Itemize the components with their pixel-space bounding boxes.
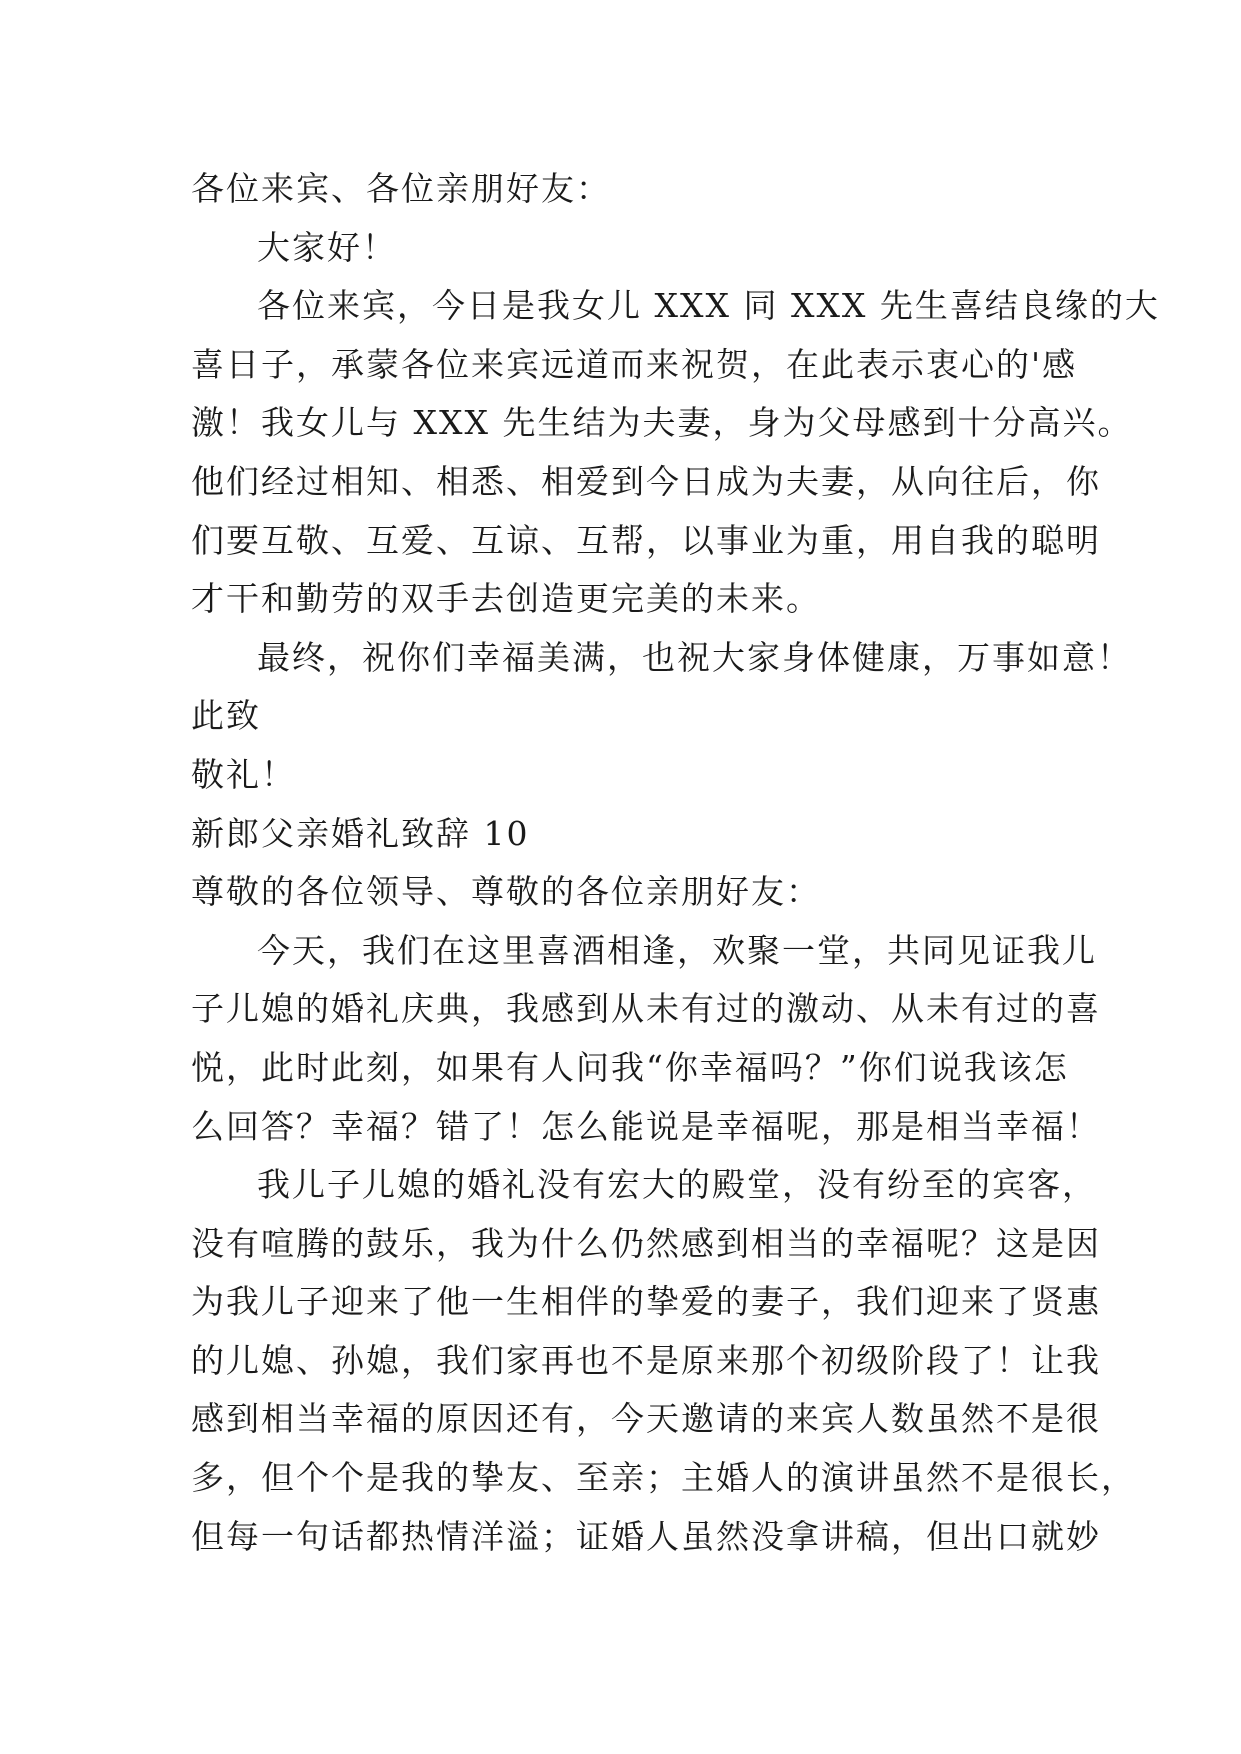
text-line: 的儿媳、孙媳，我们家再也不是原来那个初级阶段了！让我: [191, 1340, 1101, 1380]
text-line: 多，但个个是我的挚友、至亲；主婚人的演讲虽然不是很长，: [191, 1458, 1136, 1498]
text-line: 激！我女儿与 XXX 先生结为夫妻，身为父母感到十分高兴。: [191, 403, 1133, 443]
text-line: 悦，此时此刻，如果有人问我“你幸福吗？”你们说我该怎: [191, 1047, 1069, 1087]
text-line: 但每一句话都热情洋溢；证婚人虽然没拿讲稿，但出口就妙: [191, 1516, 1101, 1556]
text-line: 们要互敬、互爱、互谅、互帮，以事业为重，用自我的聪明: [191, 520, 1101, 560]
text-line: 最终，祝你们幸福美满，也祝大家身体健康，万事如意！: [257, 637, 1132, 677]
text-line: 新郎父亲婚礼致辞 10: [191, 813, 530, 853]
text-line: 子儿媳的婚礼庆典，我感到从未有过的激动、从未有过的喜: [191, 989, 1101, 1029]
text-line: 为我儿子迎来了他一生相伴的挚爱的妻子，我们迎来了贤惠: [191, 1282, 1101, 1322]
text-line: 感到相当幸福的原因还有，今天邀请的来宾人数虽然不是很: [191, 1399, 1101, 1439]
text-line: 各位来宾，今日是我女儿 XXX 同 XXX 先生喜结良缘的大: [257, 286, 1160, 326]
text-line: 尊敬的各位领导、尊敬的各位亲朋好友：: [191, 872, 821, 912]
text-line: 他们经过相知、相悉、相爱到今日成为夫妻，从向往后，你: [191, 461, 1101, 501]
text-line: 没有喧腾的鼓乐，我为什么仍然感到相当的幸福呢？这是因: [191, 1223, 1101, 1263]
text-line: 么回答？幸福？错了！怎么能说是幸福呢，那是相当幸福！: [191, 1106, 1101, 1146]
text-line: 我儿子儿媳的婚礼没有宏大的殿堂，没有纷至的宾客，: [257, 1165, 1097, 1205]
text-line: 喜日子，承蒙各位来宾远道而来祝贺，在此表示衷心的'感: [191, 344, 1078, 384]
speech-text: [191, 160, 1160, 1566]
text-line: 此致: [191, 696, 261, 736]
text-line: 各位来宾、各位亲朋好友：: [191, 169, 611, 208]
text-line: 大家好！: [257, 227, 397, 267]
text-line: 今天，我们在这里喜酒相逢，欢聚一堂，共同见证我儿: [257, 930, 1097, 970]
text-line: 才干和勤劳的双手去创造更完美的未来。: [191, 579, 821, 619]
text-line: 敬礼！: [191, 754, 296, 794]
